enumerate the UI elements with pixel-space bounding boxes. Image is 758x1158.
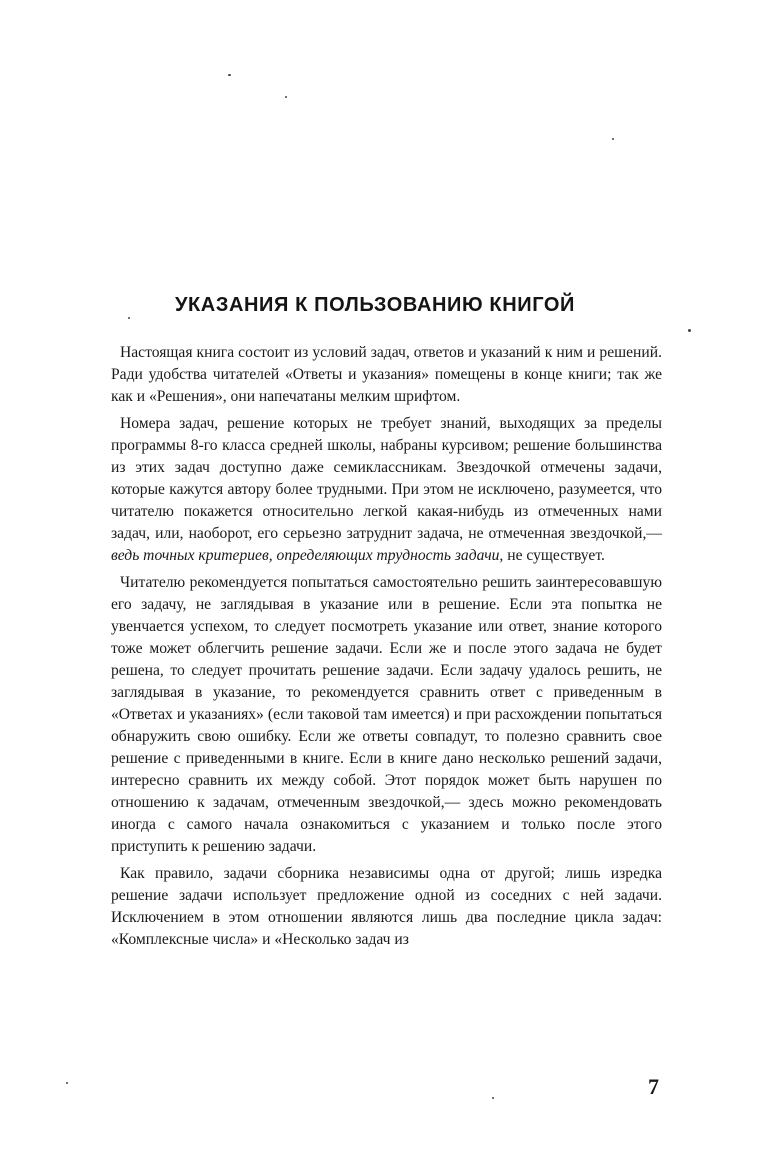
paragraph-4: Как правило, задачи сборника независимы одна от другой; лишь изредка решение задачи использует предложение одной из соседних с ней задачи. Исключением в этом отношении являются лишь два последние цикла задач: «Комплексные числа» и «Несколько задач из bbox=[111, 865, 662, 948]
scan-speck bbox=[228, 74, 231, 76]
scan-speck bbox=[128, 317, 130, 319]
scan-speck bbox=[66, 1082, 68, 1084]
paragraph-1: Настоящая книга состоит из условий задач, ответов и указаний к ним и решений. Ради удобства читателей «Ответы и указания» помещены в конце книги; так же как и «Решения», они напечатаны мелким шрифтом. bbox=[111, 344, 662, 405]
body-text bbox=[111, 342, 662, 956]
paragraph-2-text-end: не существует. bbox=[503, 547, 605, 564]
scan-speck bbox=[285, 96, 287, 98]
paragraph-2 bbox=[111, 413, 662, 567]
paragraph-2-text: Номера задач, решение которых не требует знаний, выходящих за пределы программы 8-го класса средней школы, набраны курсивом; решение большинства из этих задач доступно даже семиклассникам. Звездочкой отмечены задачи, которые кажутся автору более трудными. При этом не исключено, разумеется, что читателю покажется относительно легкой какая-нибудь из отмеченных нами задач, или, наоборот, его серьезно затруднит задача, не отмеченная звездочкой,— bbox=[111, 415, 662, 542]
scan-speck bbox=[612, 138, 614, 140]
paragraph-3: Читателю рекомендуется попытаться самостоятельно решить заинтересовавшую его задачу, не заглядывая в указание или в решение. Если эта попытка не увенчается успехом, то следует посмотреть указание или ответ, знание которого тоже может облегчить решение задачи. Если же и после этого задача не будет решена, то следует прочитать решение задачи. Если задачу удалось решить, не заглядывая в указание, то рекомендуется сравнить ответ с приведенным в «Ответах и указаниях» (если таковой там имеется) и при расхождении попытаться обнаружить свою ошибку. Если же ответы совпадут, то полезно сравнить свое решение с приведенными в книге. Если в книге дано несколько решений задачи, интересно сравнить их между собой. Этот порядок может быть нарушен по отношению к задачам, отмеченным звездочкой,— здесь можно рекомендовать иногда с самого начала ознакомиться с указанием и только после этого приступить к решению задачи. bbox=[111, 574, 662, 855]
scan-speck bbox=[492, 1097, 494, 1099]
paragraph-2-italic-text: ведь точных критериев, определяющих трудность задачи, bbox=[111, 547, 504, 564]
page-title: УКАЗАНИЯ К ПОЛЬЗОВАНИЮ КНИГОЙ bbox=[174, 294, 576, 316]
page-number: 7 bbox=[648, 1074, 659, 1099]
scan-speck bbox=[688, 329, 691, 332]
